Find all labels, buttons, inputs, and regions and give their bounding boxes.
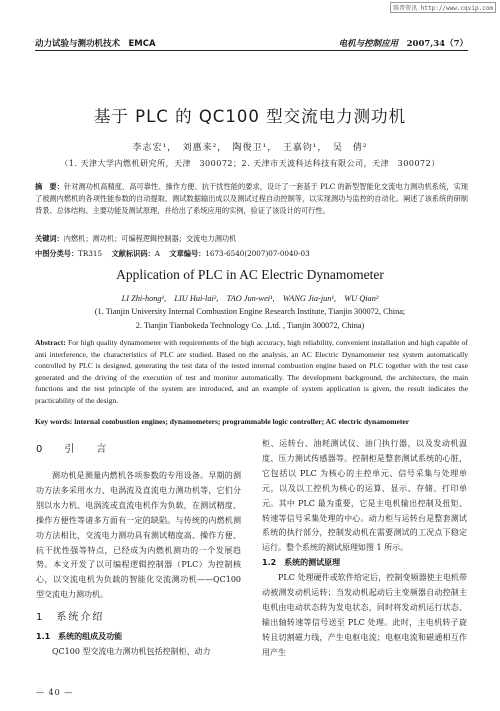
clc-value: TR315	[78, 249, 103, 258]
section-1-heading: 1 系统介绍	[36, 612, 105, 624]
intro-paragraph: 测功机是测量内燃机各项参数的专用设备。早期的测功方法多采用水力、电涡流及直流电力测功机等，它们分别以水力机、电涡流或直流电机作为负载，在测试精度、操作方便性等诸多方面有一定的缺陷。与传统的内燃机测功方法相比，交流电力测功具有测试精度高、操作方便、抗干扰性强等特点，已经成为内燃机测功的一个发展趋势。本文开发了以可编程逻辑控制器（PLC）为控制核心，以交流电机为负载的智能化交流测功机——QC100 型交流电力测功机。	[36, 471, 241, 600]
english-keywords	[35, 416, 468, 428]
abstract-cn	[35, 181, 468, 218]
article-no-label: 文章编号：	[169, 249, 206, 258]
header-left: 动力试验与测功机技术 EMCA	[35, 39, 156, 49]
header-right	[339, 37, 468, 49]
english-title: Application of PLC in AC Electric Dynamometer	[116, 267, 384, 282]
abstract-text: 针对测功机高精度、高可靠性、操作方便、抗干扰性能的要求，设计了一套基于 PLC 的新型智能化交流电力测功机系统，实现了被测内燃机的各项性能参数的自动提取、测试数据输出成以及测试过程自动控制等，以实现测功与监控的自动化。阐述了该系统的研制背景、总体结构、主要功能及测试原理，并给出了系统应用的实例，验证了该设计的可行性。	[35, 182, 468, 216]
english-authors: LI Zhi-hong¹, LIU Hui-lai², TAO Jun-wei¹, WANG Jia-jun¹, WU Qian²	[121, 294, 379, 303]
watermark: 维普资讯 http://www.cqvip.com	[390, 2, 496, 13]
right-column	[262, 437, 467, 661]
english-abstract	[35, 337, 468, 407]
keywords-cn	[35, 234, 468, 244]
journal-name: 电机与控制应用	[338, 39, 399, 49]
english-abstract-text: For high quality dynamometer with requirements of the high accuracy, high reliability, convenient installation and high capable of anti interference, the characteristics of PLC are studied. Based on the analysis, an AC Electric Dynamometer test system automatically controlled by PLC is designed, generating the test data of the tested internal combustion engine based on PLC together with the test case generated and the driving of the execution of test and monitor automatically. The development background, the architecture, the main functions and the test principle of the system are introduced, and an example of system application is given, the result indicates the practicability of the design.	[35, 338, 468, 405]
continued-paragraph: 柜、运转台、油耗测试仪、油门执行器，以及发动机温度、压力测试传感器等。控制柜是整套测试系统的心脏，它包括以 PLC 为核心的主控单元、信号采集与处理单元，以及以工控机为核心的运算、显示、存储、打印单元。其中 PLC 最为重要，它是主电机输出控制及扭矩、转速等信号采集处理的中心。动力柜与运转台是整套测试系统的执行部分，控制发动机在需要测试的工况点下稳定运行。整个系统的测试原理如图 1 所示。	[262, 439, 467, 553]
page-number: — 40 —	[36, 688, 74, 697]
header-rule	[35, 50, 468, 51]
doc-code-value: A	[154, 249, 160, 258]
subsection-1-2-paragraph: PLC 处理硬件或软件给定后，控制变频器使主电机带动被测发动机运转；当发动机起动后主变频器自动控制主电机由电动状态转为发电状态，同时将发动机运行状态、输出轴转速等信号送至 PLC 处理。此时，主电机转子旋转且切割磁力线，产生电枢电流；电枢电流和磁通相互作用产生	[262, 573, 467, 657]
english-affiliation	[60, 305, 440, 333]
english-abstract-label: Abstract:	[35, 338, 66, 347]
classification-line	[35, 249, 468, 259]
author-list: 李志宏¹， 刘惠来²， 陶俊卫¹， 王嘉钧¹， 吴 倩²	[132, 143, 368, 153]
abstract-label: 摘 要：	[35, 182, 64, 191]
paper-title: 基于 PLC 的 QC100 型交流电力测功机	[93, 107, 407, 126]
english-affil-1: (1. Tianjin University Internal Combustion Engine Research Institute, Tianjin 300072, China;	[94, 307, 406, 316]
english-keywords-label: Key words:	[35, 417, 73, 426]
subsection-1-2-heading: 1.2 系统的测试原理	[262, 558, 341, 568]
english-keywords-text: internal combustion engines; dynamometers; programmable logic controller; AC electric dynamometer	[74, 417, 410, 426]
left-column	[36, 469, 241, 660]
clc-label: 中图分类号：	[35, 249, 79, 258]
keywords-label: 关键词：	[35, 234, 64, 243]
english-affil-2: 2. Tianjin Tianbokeda Technology Co. ,Ltd. , Tianjin 300072, China)	[135, 321, 365, 330]
affiliation: （1. 天津大学内燃机研究所，天津 300072；2. 天津市天波科达科技有限公司，天津 300072）	[60, 159, 440, 168]
doc-code-label: 文献标识码：	[111, 249, 155, 258]
running-header	[35, 37, 468, 48]
article-no-value: 1673-6540(2007)07-0040-03	[205, 249, 310, 258]
journal-issue: 2007,34（7）	[406, 39, 468, 49]
subsection-1-1-heading: 1.1 系统的组成及功能	[36, 632, 123, 642]
subsection-1-1-paragraph: QC100 型交流电力测功机包括控制柜、动力	[52, 646, 211, 656]
section-0-heading: 0 引 言	[36, 444, 113, 455]
keywords-text: 内燃机；测功机；可编程逻辑控制器；交流电力测功机	[63, 234, 237, 243]
